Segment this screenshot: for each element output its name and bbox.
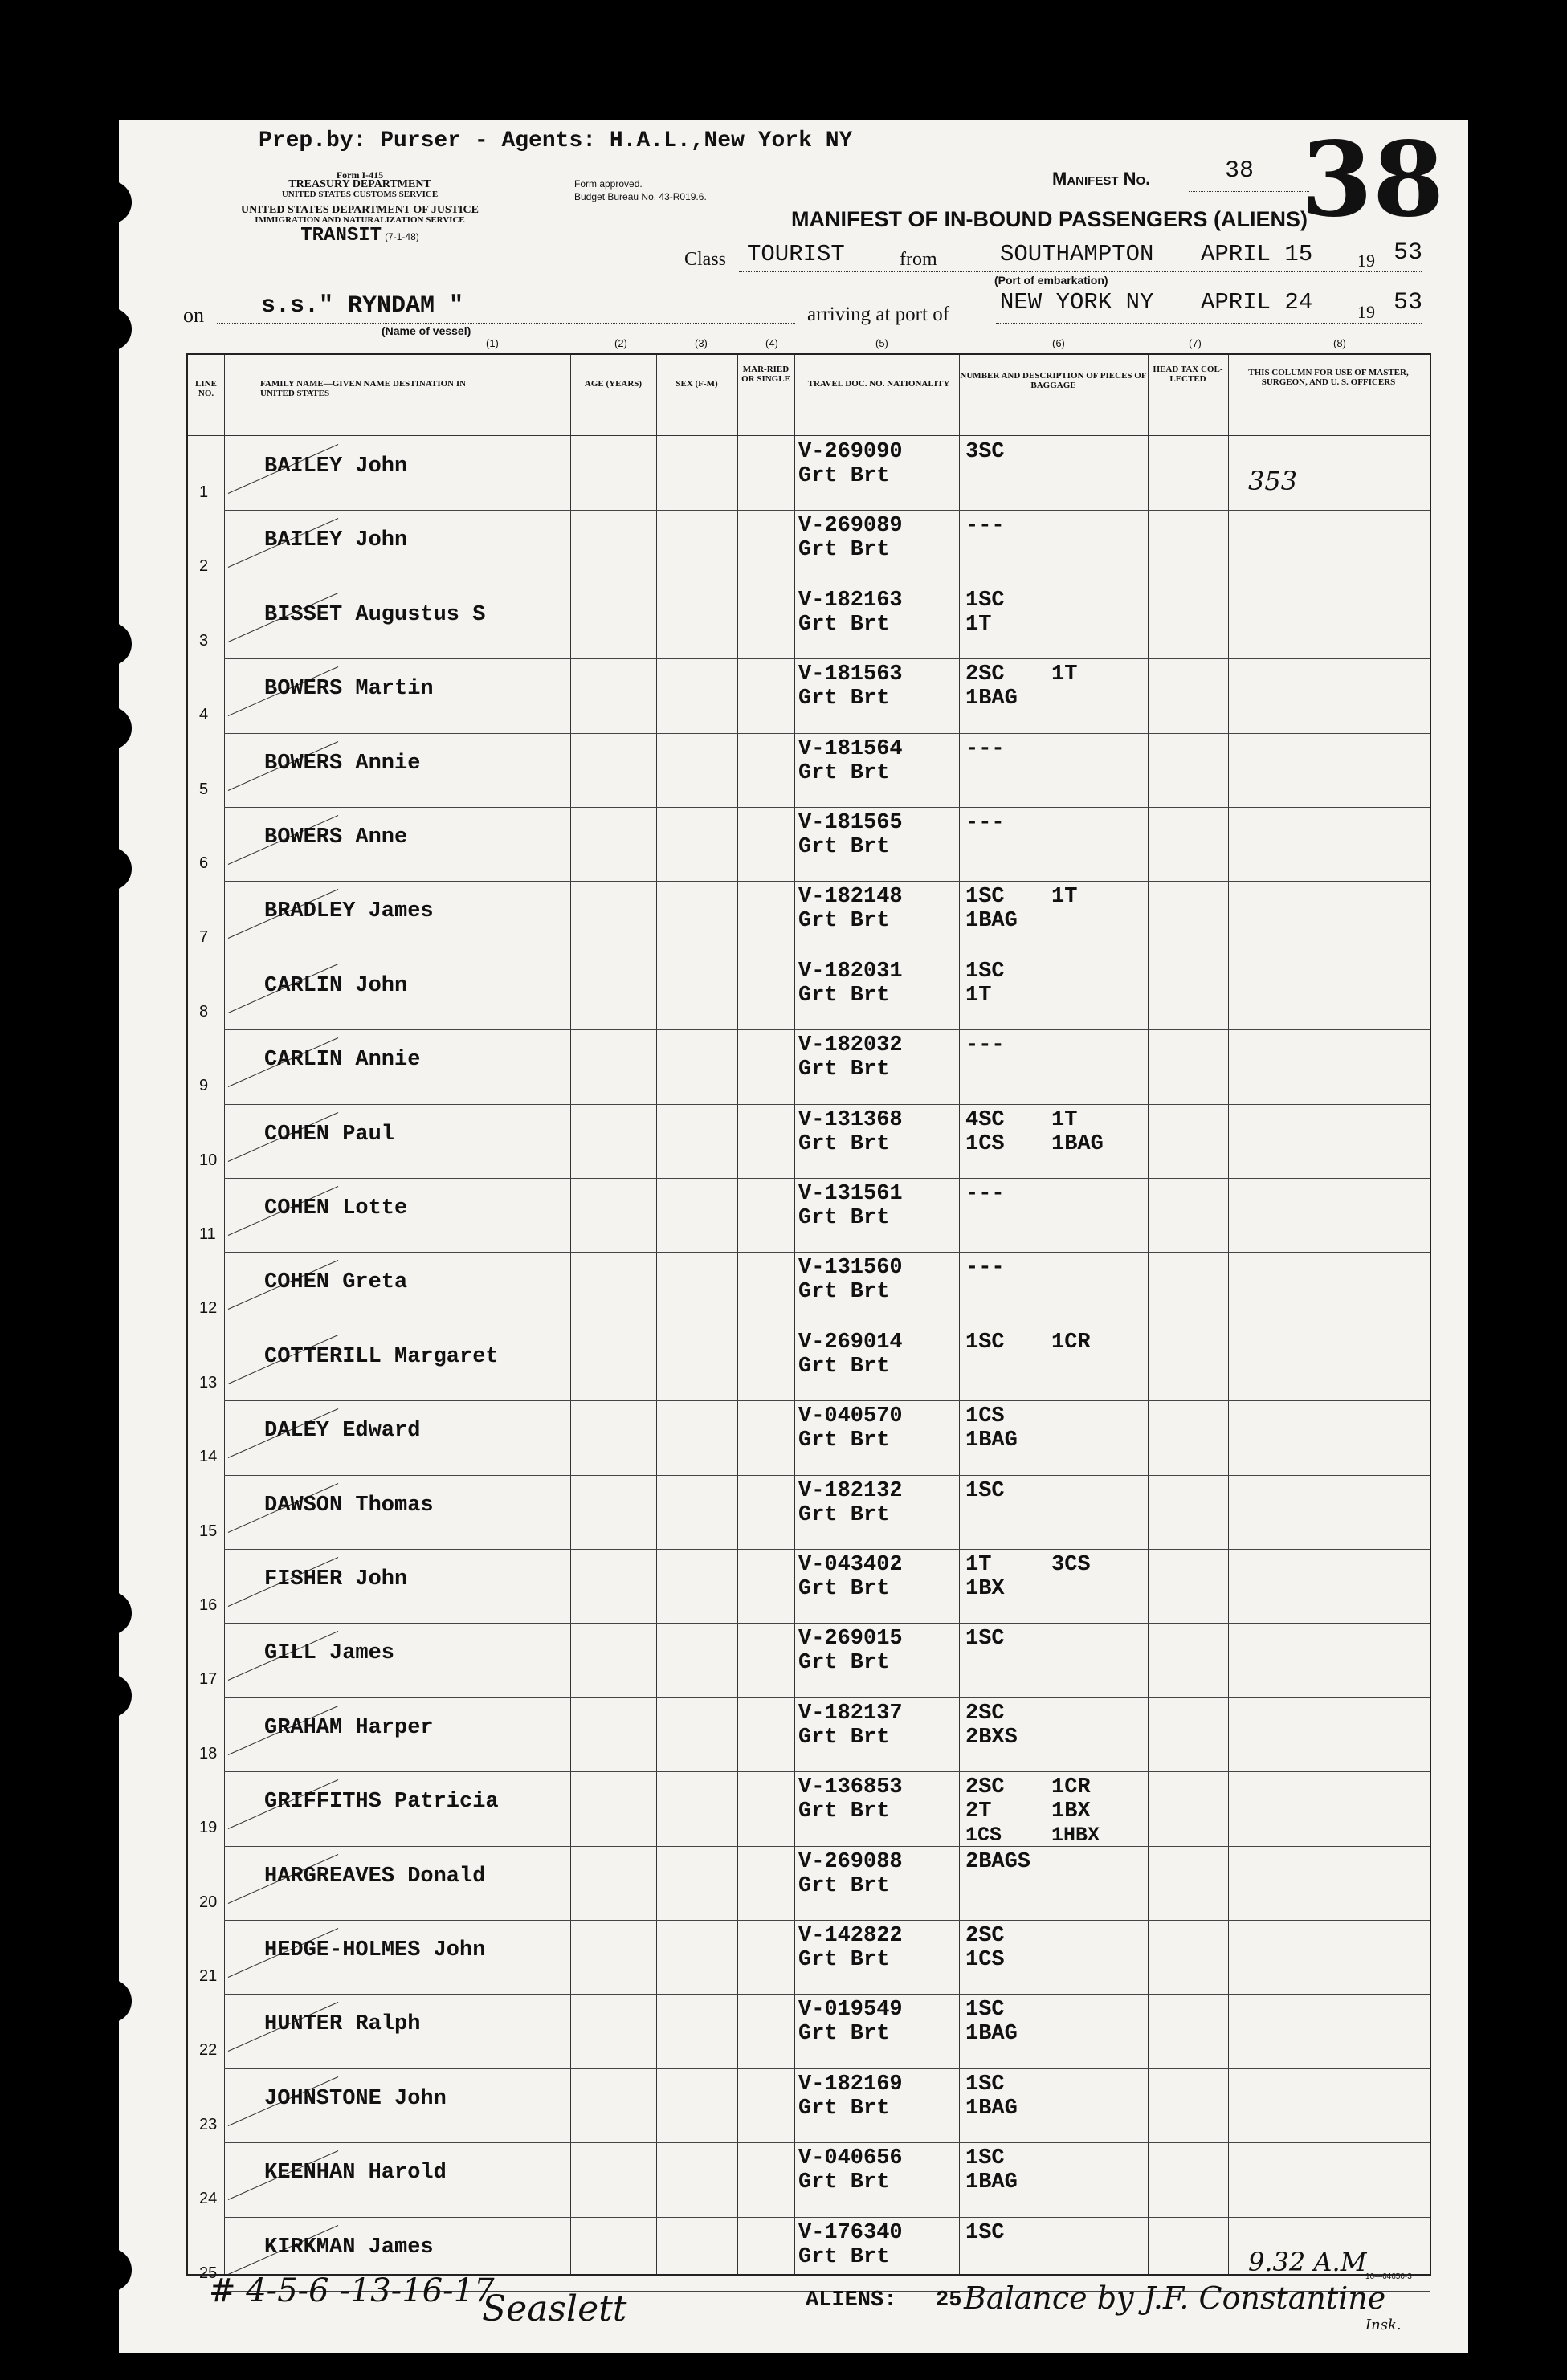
family-name: BOWERS (264, 825, 343, 850)
customs-service: UNITED STATES CUSTOMS SERVICE (281, 190, 439, 199)
baggage-3: 2BXS (965, 1725, 1018, 1750)
binder-hole (88, 308, 132, 351)
travel-doc-number: V-269088 (798, 1849, 903, 1874)
line-number: 7 (199, 928, 209, 947)
table-row (188, 585, 1430, 659)
baggage-3: 1BX (965, 1577, 1005, 1601)
line-number: 23 (199, 2115, 218, 2133)
baggage-1: --- (965, 736, 1005, 761)
family-name: GRAHAM (264, 1715, 343, 1740)
aliens-count: 25 (936, 2288, 962, 2313)
baggage-1: 1SC (965, 2220, 1005, 2245)
header-sex: SEX (F-M) (675, 379, 718, 389)
baggage-1: --- (965, 811, 1005, 835)
column-number: (2) (614, 337, 627, 349)
nationality: Grt Brt (798, 2022, 890, 2047)
given-name: Harper (355, 1715, 434, 1740)
column-number: (8) (1333, 337, 1346, 349)
baggage-1: 1SC (965, 2072, 1005, 2097)
budget-bureau: Budget Bureau No. 43-R019.6. (574, 191, 707, 202)
given-name: John (433, 1938, 486, 1962)
form-approved: Form approved. (574, 178, 643, 190)
vessel-rule (217, 323, 795, 324)
line-number: 21 (199, 1967, 218, 1985)
baggage-2: 1T (1051, 1107, 1078, 1132)
column-number: (4) (765, 337, 778, 349)
given-name: John (355, 1567, 408, 1591)
table-row (188, 1030, 1430, 1104)
manifest-no-underline (1189, 191, 1309, 192)
header-travel-doc: TRAVEL DOC. NO. NATIONALITY (807, 379, 950, 389)
baggage-1: 1SC (965, 885, 1005, 910)
table-row (188, 1921, 1430, 1995)
baggage-3: 2T (965, 1799, 992, 1824)
table-row (188, 1179, 1430, 1253)
nationality: Grt Brt (798, 2244, 890, 2269)
embark-date: APRIL 15 (1201, 241, 1313, 267)
travel-doc-number: V-043402 (798, 1553, 903, 1577)
given-name: Harold (368, 2161, 447, 2186)
table-row (188, 956, 1430, 1030)
line-number: 2 (199, 557, 209, 576)
line-number: 19 (199, 1819, 218, 1837)
header-married: MAR-RIED OR SINGLE (741, 365, 790, 384)
table-row (188, 1401, 1430, 1475)
baggage-3: 1CS (965, 1948, 1005, 1972)
given-name: Patricia (394, 1790, 499, 1815)
travel-doc-number: V-131368 (798, 1107, 903, 1132)
line-number: 24 (199, 2190, 218, 2208)
table-row (188, 511, 1430, 585)
travel-doc-number: V-181563 (798, 662, 903, 687)
given-name: Martin (355, 677, 434, 702)
table-row (188, 1624, 1430, 1697)
nationality: Grt Brt (798, 1502, 890, 1527)
family-name: CARLIN (264, 973, 343, 998)
family-name: BAILEY (264, 454, 343, 479)
balance-note-sub: Insk. (1365, 2317, 1402, 2333)
given-name: James (329, 1641, 395, 1666)
baggage-4: 1BAG (1051, 1131, 1104, 1156)
travel-doc-number: V-182132 (798, 1478, 903, 1503)
baggage-5: 1CS (965, 1824, 1002, 1848)
nationality: Grt Brt (798, 2096, 890, 2121)
family-name: COTTERILL (264, 1344, 382, 1369)
vessel-name: s.s." RYNDAM " (261, 292, 464, 320)
column-number: (1) (486, 337, 499, 349)
line-number: 3 (199, 631, 209, 650)
from-label: from (900, 249, 937, 270)
binder-hole (88, 622, 132, 666)
given-name: James (368, 899, 434, 924)
baggage-1: 1SC (965, 2146, 1005, 2171)
aliens-label: ALIENS: (806, 2288, 897, 2313)
given-name: Annie (355, 751, 421, 776)
form-block (183, 170, 537, 247)
nationality: Grt Brt (798, 612, 890, 637)
family-name: KEENHAN (264, 2161, 356, 2186)
line-number: 17 (199, 1670, 218, 1689)
given-name: Greta (342, 1270, 408, 1295)
nationality: Grt Brt (798, 1948, 890, 1972)
baggage-1: --- (965, 1256, 1005, 1281)
baggage-1: 1SC (965, 1478, 1005, 1503)
nationality: Grt Brt (798, 760, 890, 785)
nationality: Grt Brt (798, 464, 890, 488)
family-name: BISSET (264, 602, 343, 627)
line-number: 18 (199, 1744, 218, 1763)
table-row (188, 882, 1430, 956)
column-number: (7) (1189, 337, 1202, 349)
embark-port: SOUTHAMPTON (1000, 241, 1154, 267)
baggage-3: 1BAG (965, 687, 1018, 711)
baggage-3: 1T (965, 612, 992, 637)
header-rule (188, 435, 1430, 436)
given-name: Anne (355, 825, 408, 850)
family-name: KIRKMAN (264, 2235, 356, 2260)
embark-year-prefix: 19 (1357, 251, 1375, 271)
table-row (188, 1995, 1430, 2068)
given-name: Donald (407, 1864, 486, 1889)
line-number: 14 (199, 1448, 218, 1466)
table-row (188, 1253, 1430, 1327)
given-name: James (368, 2235, 434, 2260)
nationality: Grt Brt (798, 2170, 890, 2195)
nationality: Grt Brt (798, 983, 890, 1008)
justice-dept: UNITED STATES DEPARTMENT OF JUSTICE (241, 204, 479, 216)
baggage-2: 1CR (1051, 1330, 1091, 1355)
line-number: 16 (199, 1596, 218, 1614)
family-name: BOWERS (264, 751, 343, 776)
officer-note: 353 (1248, 466, 1298, 496)
travel-doc-number: V-182169 (798, 2072, 903, 2097)
family-name: COHEN (264, 1122, 330, 1147)
family-name: JOHNSTONE (264, 2086, 382, 2111)
table-row (188, 437, 1430, 511)
on-label: on (183, 304, 204, 327)
footer-handwritten-numbers: # 4-5-6 -13-16-17 (209, 2272, 495, 2309)
line-number: 10 (199, 1151, 218, 1169)
family-name: FISHER (264, 1567, 343, 1591)
ins-service: IMMIGRATION AND NATURALIZATION SERVICE (255, 215, 465, 225)
baggage-2: 1T (1051, 662, 1078, 687)
baggage-1: 1SC (965, 1998, 1005, 2023)
given-name: Ralph (355, 2012, 421, 2037)
family-name: HEDGE-HOLMES (264, 1938, 421, 1962)
header-name: FAMILY NAME—GIVEN NAME DESTINATION IN UNITED STATES (260, 379, 467, 398)
travel-doc-number: V-182163 (798, 588, 903, 613)
line-number: 9 (199, 1077, 209, 1095)
line-number: 8 (199, 1002, 209, 1021)
binder-hole (88, 1674, 132, 1718)
given-name: John (355, 973, 408, 998)
table-row (188, 2069, 1430, 2143)
baggage-1: 2BAGS (965, 1849, 1031, 1874)
binder-hole (88, 847, 132, 890)
table-row (188, 1105, 1430, 1179)
line-number: 13 (199, 1373, 218, 1392)
line-number: 25 (199, 2264, 218, 2282)
arrival-rule (996, 323, 1422, 324)
baggage-3: 1CS (965, 1131, 1005, 1156)
baggage-6: 1HBX (1051, 1824, 1100, 1848)
baggage-1: 1SC (965, 1627, 1005, 1652)
baggage-1: 3SC (965, 440, 1005, 464)
travel-doc-number: V-269089 (798, 514, 903, 539)
table-row (188, 1550, 1430, 1624)
baggage-4: 1BX (1051, 1799, 1091, 1824)
family-name: BAILEY (264, 528, 343, 553)
class-label: Class (684, 249, 727, 270)
given-name: Paul (342, 1122, 394, 1147)
binder-hole (88, 1591, 132, 1635)
form-code: (7-1-48) (385, 231, 419, 242)
family-name: GILL (264, 1641, 316, 1666)
baggage-2: 1CR (1051, 1775, 1091, 1800)
baggage-1: 2SC (965, 1701, 1005, 1726)
table-row (188, 659, 1430, 733)
family-name: COHEN (264, 1270, 330, 1295)
travel-doc-number: V-269014 (798, 1330, 903, 1355)
travel-doc-number: V-136853 (798, 1775, 903, 1800)
baggage-1: 1CS (965, 1404, 1005, 1429)
baggage-1: --- (965, 1182, 1005, 1206)
embark-year: 53 (1394, 239, 1423, 267)
given-name: Augustus S (355, 602, 486, 627)
nationality: Grt Brt (798, 687, 890, 711)
baggage-1: 1SC (965, 588, 1005, 613)
nationality: Grt Brt (798, 1206, 890, 1230)
header-head-tax: HEAD TAX COL-LECTED (1153, 365, 1223, 384)
travel-doc-number: V-269090 (798, 440, 903, 464)
line-number: 12 (199, 1299, 218, 1318)
column-number: (5) (875, 337, 888, 349)
class-value: TOURIST (747, 241, 845, 267)
binder-hole (88, 707, 132, 750)
baggage-1: --- (965, 1033, 1005, 1058)
line-number: 5 (199, 780, 209, 798)
family-name: DAWSON (264, 1493, 343, 1518)
travel-doc-number: V-182032 (798, 1033, 903, 1058)
given-name: Margaret (394, 1344, 499, 1369)
given-name: Annie (355, 1048, 421, 1073)
given-name: Lotte (342, 1196, 408, 1221)
baggage-3: 1BAG (965, 2022, 1018, 2047)
table-row (188, 1476, 1430, 1550)
nationality: Grt Brt (798, 1280, 890, 1305)
baggage-1: --- (965, 514, 1005, 539)
nationality: Grt Brt (798, 1354, 890, 1379)
table-row (188, 734, 1430, 808)
nationality: Grt Brt (798, 1058, 890, 1082)
baggage-1: 1T (965, 1553, 992, 1577)
manifest-no-label: Manifest No. (1052, 169, 1151, 189)
family-name: COHEN (264, 1196, 330, 1221)
binder-hole (88, 2248, 132, 2292)
travel-doc-number: V-131561 (798, 1182, 903, 1206)
arrival-date: APRIL 24 (1201, 289, 1313, 316)
vessel-caption: (Name of vessel) (382, 324, 471, 337)
travel-doc-number: V-182031 (798, 959, 903, 984)
nationality: Grt Brt (798, 909, 890, 934)
travel-doc-number: V-182137 (798, 1701, 903, 1726)
treasury-dept: TREASURY DEPARTMENT (288, 178, 431, 190)
travel-doc-number: V-142822 (798, 1924, 903, 1948)
travel-doc-number: V-181564 (798, 736, 903, 761)
column-number: (3) (695, 337, 708, 349)
line-number: 15 (199, 1522, 218, 1540)
given-name: John (394, 2086, 447, 2111)
manifest-no-typed: 38 (1225, 157, 1255, 185)
baggage-1: 4SC (965, 1107, 1005, 1132)
officer-note: 9.32 A.M (1248, 2246, 1367, 2277)
table-row (188, 1772, 1430, 1846)
balance-note: Balance by J.F. Constantine (964, 2280, 1386, 2316)
family-name: HUNTER (264, 2012, 343, 2037)
baggage-3: 1BAG (965, 2170, 1018, 2195)
baggage-1: 1SC (965, 959, 1005, 984)
family-name: HARGREAVES (264, 1864, 395, 1889)
arrival-port: NEW YORK NY (1000, 289, 1154, 316)
baggage-3: 1T (965, 983, 992, 1008)
header-age: AGE (YEARS) (584, 379, 643, 389)
baggage-1: 1SC (965, 1330, 1005, 1355)
form-reference: 16—64650-3 (1365, 2272, 1412, 2281)
binder-hole (88, 181, 132, 224)
given-name: Thomas (355, 1493, 434, 1518)
arrival-year: 53 (1394, 289, 1423, 316)
travel-doc-number: V-181565 (798, 811, 903, 835)
binder-hole (88, 1979, 132, 2023)
travel-doc-number: V-040570 (798, 1404, 903, 1429)
line-number: 4 (199, 706, 209, 724)
family-name: GRIFFITHS (264, 1790, 382, 1815)
nationality: Grt Brt (798, 1873, 890, 1898)
baggage-3: 1BAG (965, 909, 1018, 934)
table-row (188, 2143, 1430, 2217)
baggage-2: 1T (1051, 885, 1078, 910)
travel-doc-number: V-040656 (798, 2146, 903, 2171)
transit-stamp: TRANSIT (300, 225, 382, 247)
baggage-3: 1BAG (965, 2096, 1018, 2121)
travel-doc-number: V-269015 (798, 1627, 903, 1652)
manifest-title: MANIFEST OF IN-BOUND PASSENGERS (ALIENS) (791, 207, 1308, 231)
form-number: Form I-415 (336, 169, 384, 181)
given-name: Edward (342, 1419, 421, 1444)
column-number: (6) (1052, 337, 1065, 349)
baggage-2: 3CS (1051, 1553, 1091, 1577)
nationality: Grt Brt (798, 1131, 890, 1156)
table-row (188, 1698, 1430, 1772)
baggage-1: 2SC (965, 1924, 1005, 1948)
travel-doc-number: V-176340 (798, 2220, 903, 2245)
class-line-rule (739, 271, 1422, 272)
nationality: Grt Brt (798, 1725, 890, 1750)
given-name: John (355, 454, 408, 479)
given-name: John (355, 528, 408, 553)
line-number: 1 (199, 483, 209, 501)
line-number: 6 (199, 854, 209, 872)
baggage-3: 1BAG (965, 1428, 1018, 1453)
nationality: Grt Brt (798, 1577, 890, 1601)
table-row (188, 1847, 1430, 1921)
nationality: Grt Brt (798, 538, 890, 563)
table-row (188, 808, 1430, 882)
travel-doc-number: V-019549 (798, 1998, 903, 2023)
travel-doc-number: V-131560 (798, 1256, 903, 1281)
arrival-year-prefix: 19 (1357, 302, 1375, 322)
family-name: BRADLEY (264, 899, 356, 924)
family-name: CARLIN (264, 1048, 343, 1073)
manifest-no-stamp: 38 (1301, 120, 1445, 240)
arriving-label: arriving at port of (807, 304, 950, 325)
line-number: 11 (199, 1225, 216, 1243)
embark-caption: (Port of embarkation) (994, 274, 1108, 287)
header-officers: THIS COLUMN FOR USE OF MASTER, SURGEON, AND U. S. OFFICERS (1248, 368, 1409, 387)
prepared-by-line: Prep.by: Purser - Agents: H.A.L.,New York NY (259, 128, 853, 153)
travel-doc-number: V-182148 (798, 885, 903, 910)
table-row (188, 1327, 1430, 1401)
line-number: 20 (199, 1893, 218, 1911)
baggage-1: 2SC (965, 1775, 1005, 1800)
header-baggage: NUMBER AND DESCRIPTION OF PIECES OF BAGGAGE (960, 371, 1147, 390)
line-number: 22 (199, 2041, 218, 2060)
nationality: Grt Brt (798, 1428, 890, 1453)
family-name: BOWERS (264, 677, 343, 702)
nationality: Grt Brt (798, 835, 890, 859)
family-name: DALEY (264, 1419, 330, 1444)
header-line-no: LINE NO. (195, 379, 217, 398)
nationality: Grt Brt (798, 1651, 890, 1676)
baggage-1: 2SC (965, 662, 1005, 687)
footer-signature: Seaslett (482, 2288, 627, 2329)
nationality: Grt Brt (798, 1799, 890, 1824)
